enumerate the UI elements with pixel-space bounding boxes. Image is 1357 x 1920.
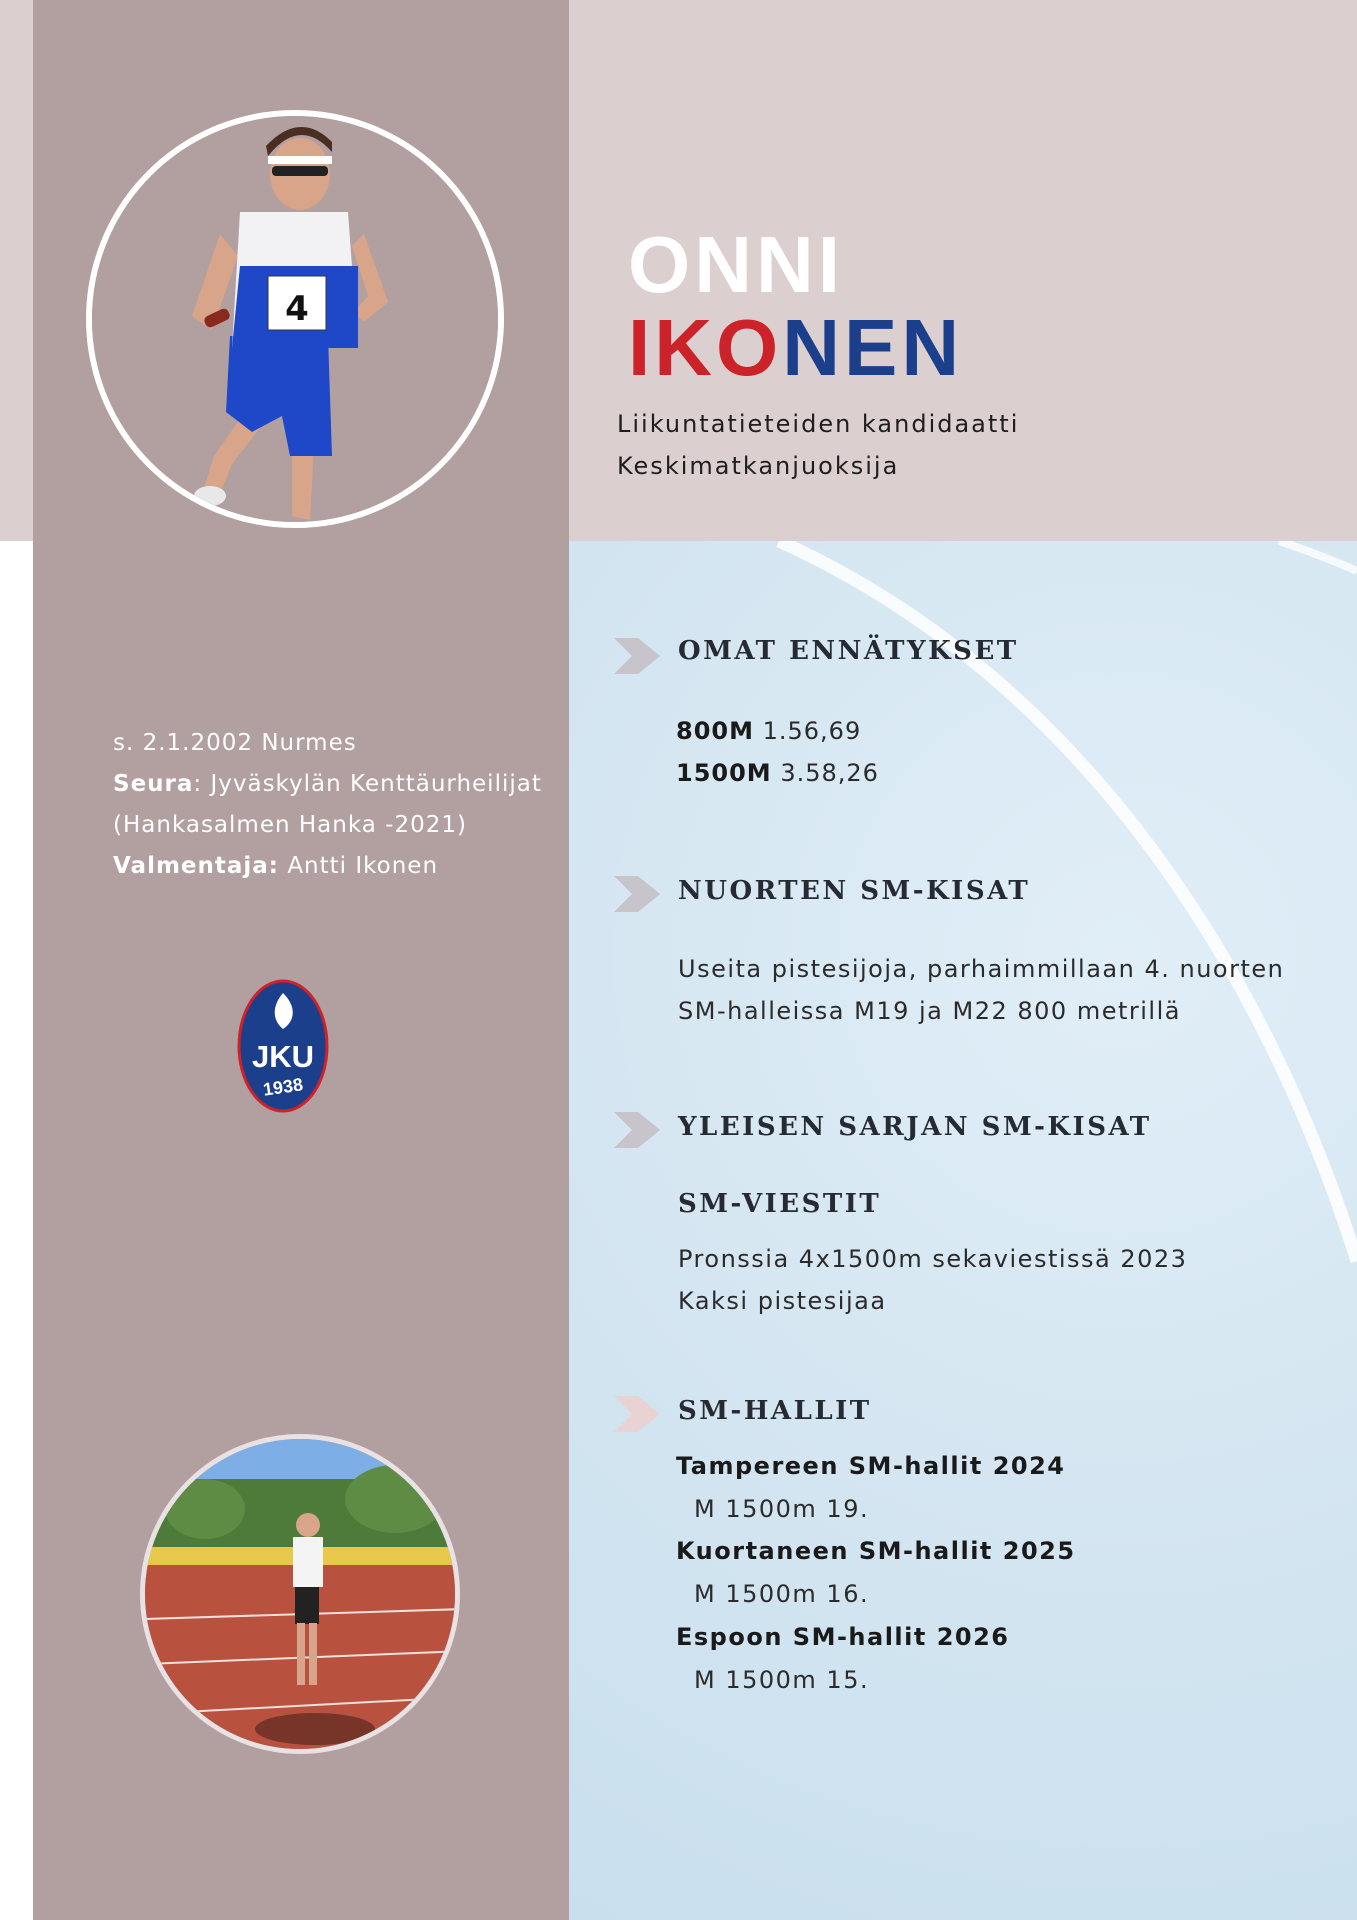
last-name-blue-part: NEN — [782, 303, 964, 392]
race-photo — [140, 1434, 460, 1754]
record-800m — [676, 717, 861, 745]
youth-heading: NUORTEN SM-KISAT — [678, 876, 1031, 906]
club-info — [113, 771, 542, 797]
logo-letters: JKU — [251, 1039, 315, 1074]
club-logo — [237, 979, 329, 1114]
chevron-right-icon — [614, 1396, 660, 1432]
indoor-result: M 1500m 19. — [694, 1495, 870, 1523]
subtitle-role: Keskimatkanjuoksija — [617, 452, 900, 480]
last-name-red-part: IKO — [628, 303, 783, 392]
chevron-right-icon — [614, 876, 660, 912]
indoor-heading: SM-HALLIT — [678, 1396, 872, 1426]
birth-info: s. 2.1.2002 Nurmes — [113, 730, 357, 756]
last-name — [628, 303, 964, 392]
coach-value: Antti Ikonen — [279, 853, 439, 879]
athlete-portrait — [86, 110, 504, 528]
club-label: Seura — [113, 771, 194, 797]
record-1500m — [676, 759, 879, 787]
youth-line-2: SM-halleissa M19 ja M22 800 metrillä — [678, 997, 1181, 1025]
indoor-event: Tampereen SM-hallit 2024 — [676, 1452, 1066, 1480]
records-heading: OMAT ENNÄTYKSET — [678, 636, 1019, 666]
indoor-result: M 1500m 16. — [694, 1580, 870, 1608]
track-background — [569, 541, 1357, 1920]
bib-number: 4 — [285, 289, 309, 329]
general-heading: YLEISEN SARJAN SM-KISAT — [678, 1112, 1152, 1142]
subtitle-degree: Liikuntatieteiden kandidaatti — [617, 410, 1020, 438]
coach-info — [113, 853, 438, 879]
relays-line-2: Kaksi pistesijaa — [678, 1287, 887, 1315]
club-value: : Jyväskylän Kenttäurheilijat — [193, 771, 542, 797]
indoor-event: Espoon SM-hallit 2026 — [676, 1623, 1010, 1651]
previous-club-info: (Hankasalmen Hanka -2021) — [113, 812, 467, 838]
coach-label: Valmentaja: — [113, 853, 280, 879]
relays-heading: SM-VIESTIT — [678, 1189, 882, 1219]
chevron-right-icon — [614, 638, 660, 674]
relays-line-1: Pronssia 4x1500m sekaviestissä 2023 — [678, 1245, 1188, 1273]
record-event: 800M — [676, 717, 754, 745]
indoor-result: M 1500m 15. — [694, 1666, 870, 1694]
youth-line-1: Useita pistesijoja, parhaimmillaan 4. nuorten — [678, 955, 1285, 983]
first-name: ONNI — [628, 220, 844, 309]
record-time: 1.56,69 — [753, 717, 862, 745]
record-event: 1500M — [676, 759, 772, 787]
record-time: 3.58,26 — [771, 759, 879, 787]
indoor-event: Kuortaneen SM-hallit 2025 — [676, 1537, 1076, 1565]
logo-year: 1938 — [261, 1074, 305, 1100]
chevron-right-icon — [614, 1112, 660, 1148]
